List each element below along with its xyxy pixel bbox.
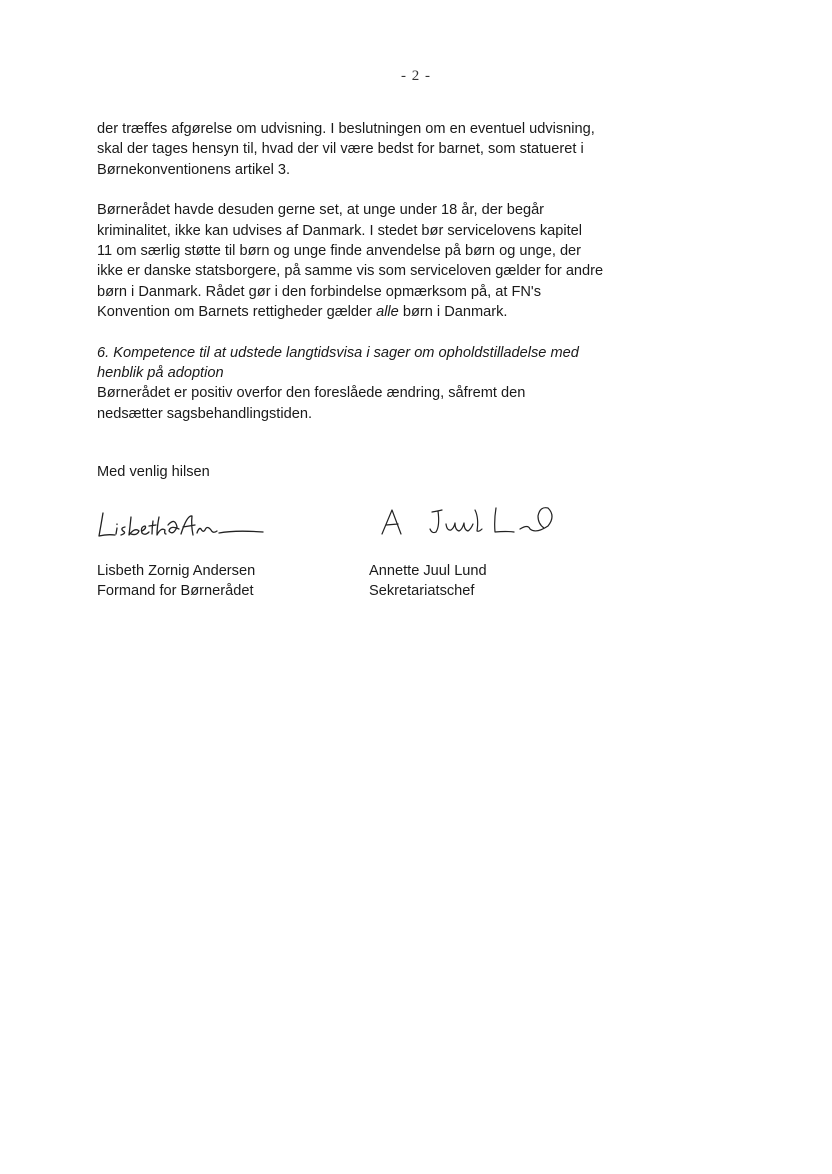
text-line: ikke er danske statsborgere, på samme vis som serviceloven gælder for andre xyxy=(97,263,604,280)
text-line: Børnekonventionens artikel 3. xyxy=(97,161,291,178)
section-heading-line: 6. Kompetence til at udstede langtidsvisa i sager om opholdstilladelse med xyxy=(97,344,579,361)
text-line: nedsætter sagsbehandlingstiden. xyxy=(97,405,313,422)
signature-annette-juul-lund xyxy=(378,498,563,538)
paragraph-youth-criminality xyxy=(97,200,657,322)
text-line: 11 om særlig støtte til børn og unge finde anvendelse på børn og unge, der xyxy=(97,243,582,260)
signatory-name: Lisbeth Zornig Andersen xyxy=(97,563,256,579)
signature-lisbeth-andersen xyxy=(95,503,270,543)
text-line: børn i Danmark. Rådet gør i den forbindelse opmærksom på, at FN's xyxy=(97,283,542,300)
text-line-with-emphasis xyxy=(97,302,657,322)
signatory-title: Formand for Børnerådet xyxy=(97,583,254,600)
section-heading-line: henblik på adoption xyxy=(97,365,224,382)
signatory-lisbeth-andersen xyxy=(97,561,255,602)
page-number: - 2 - xyxy=(401,68,431,84)
text-line: skal der tages hensyn til, hvad der vil være bedst for barnet, som statueret i xyxy=(97,141,584,158)
text-line: Børnerådet er positiv overfor den foreslåede ændring, såfremt den xyxy=(97,385,526,402)
text-line: kriminalitet, ikke kan udvises af Danmark. I stedet bør servicelovens kapitel xyxy=(97,222,583,239)
signatory-name: Annette Juul Lund xyxy=(369,563,487,579)
emphasis-word: alle xyxy=(376,304,399,321)
signatory-annette-juul-lund xyxy=(369,561,487,602)
letter-body xyxy=(97,119,657,424)
closing-greeting: Med venlig hilsen xyxy=(97,464,210,480)
paragraph-expulsion-decision xyxy=(97,119,657,180)
text-fragment: børn i Danmark. xyxy=(398,304,508,321)
text-line: Børnerådet havde desuden gerne set, at unge under 18 år, der begår xyxy=(97,202,545,219)
text-fragment: Konvention om Barnets rettigheder gælder xyxy=(97,304,377,321)
text-line: der træffes afgørelse om udvisning. I beslutningen om en eventuel udvisning, xyxy=(97,121,595,137)
signatory-title: Sekretariatschef xyxy=(369,583,475,600)
section-6-long-term-visa xyxy=(97,343,657,425)
